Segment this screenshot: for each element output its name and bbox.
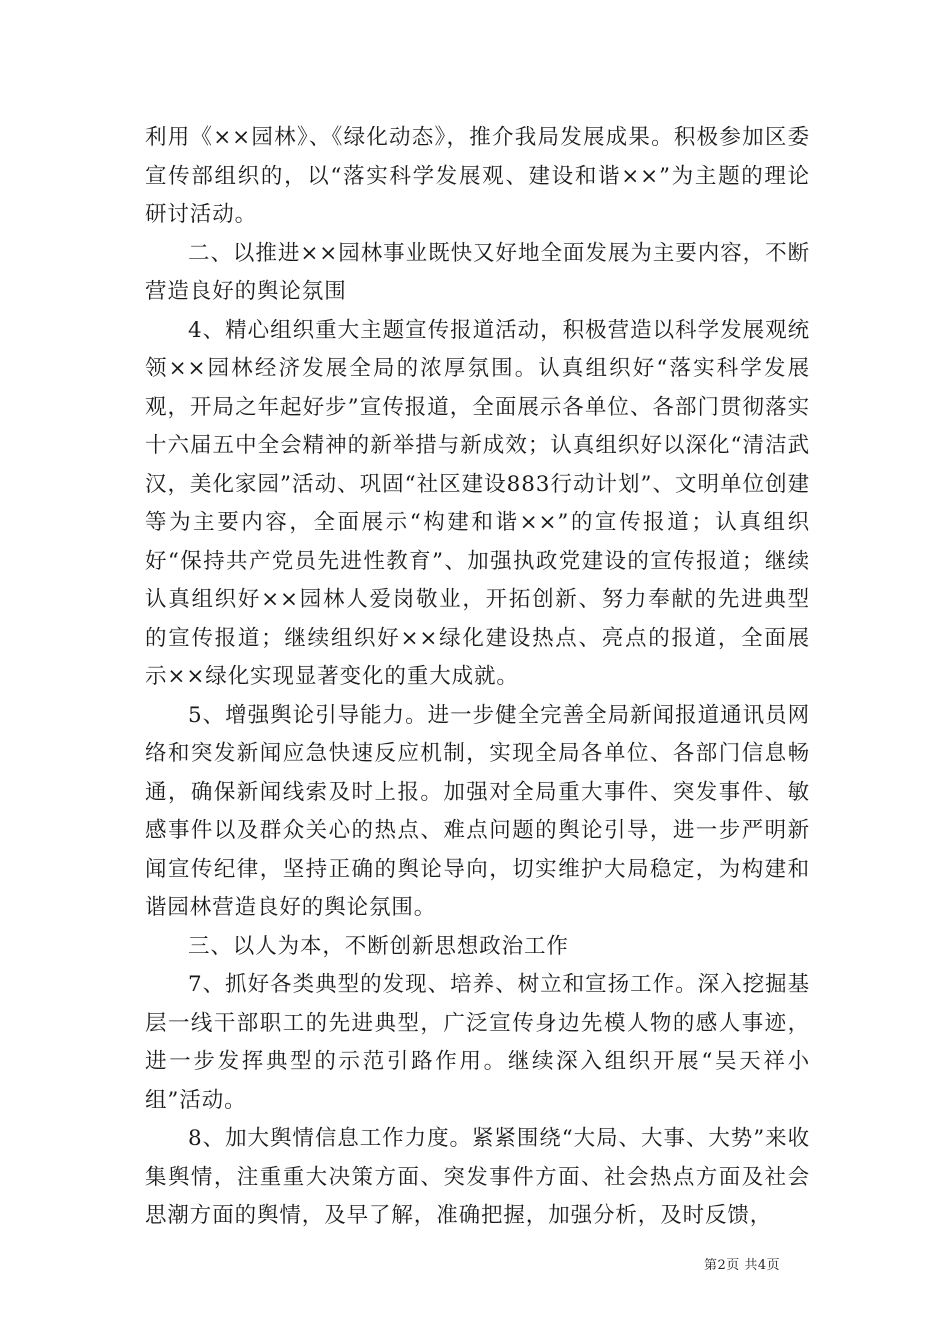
paragraph-item-4: 4、精心组织重大主题宣传报道活动，积极营造以科学发展观统领××园林经济发展全局的浓厚氛围。认真组织好“落实科学发展观，开局之年起好步”宣传报道，全面展示各单位、各部门贯彻落实十六届五中全会精神的新举措与新成效；认真组织好以深化“清洁武汉，美化家园”活动、巩固“社区建设883行动计划”、文明单位创建等为主要内容，全面展示“构建和谐××”的宣传报道；认真组织好“保持共产党员先进性教育”、加强执政党建设的宣传报道；继续认真组织好××园林人爱岗敬业，开拓创新、努力奉献的先进典型的宣传报道；继续组织好××绿化建设热点、亮点的报道，全面展示××绿化实现显著变化的重大成就。 [145, 317, 810, 689]
section-heading-2: 二、以推进××园林事业既快又好地全面发展为主要内容，不断营造良好的舆论氛围 [145, 240, 810, 304]
paragraph-item-8: 8、加大舆情信息工作力度。紧紧围绕“大局、大事、大势”来收集舆情，注重重大决策方面、突发事件方面、社会热点方面及社会思潮方面的舆情，及早了解，准确把握，加强分析，及时反馈， [145, 1126, 810, 1228]
document-body [145, 119, 810, 1236]
paragraph-item-5: 5、增强舆论引导能力。进一步健全完善全局新闻报道通讯员网络和突发新闻应急快速反应机制，实现全局各单位、各部门信息畅通，确保新闻线索及时上报。加强对全局重大事件、突发事件、敏感事件以及群众关心的热点、难点问题的舆论引导，进一步严明新闻宣传纪律，坚持正确的舆论导向，切实维护大局稳定，为构建和谐园林营造良好的舆论氛围。 [145, 702, 810, 920]
section-heading-3: 三、以人为本，不断创新思想政治工作 [188, 933, 569, 959]
paragraph-item-7: 7、抓好各类典型的发现、培养、树立和宣扬工作。深入挖掘基层一线干部职工的先进典型，广泛宣传身边先模人物的感人事迹，进一步发挥典型的示范引路作用。继续深入组织开展“吴天祥小组”活动。 [145, 972, 810, 1113]
paragraph-continuation: 利用《××园林》、《绿化动态》，推介我局发展成果。积极参加区委宣传部组织的，以“落实科学发展观、建设和谐××”为主题的理论研讨活动。 [145, 125, 810, 227]
page-number-footer: 第2页 共4页 [704, 1258, 781, 1273]
